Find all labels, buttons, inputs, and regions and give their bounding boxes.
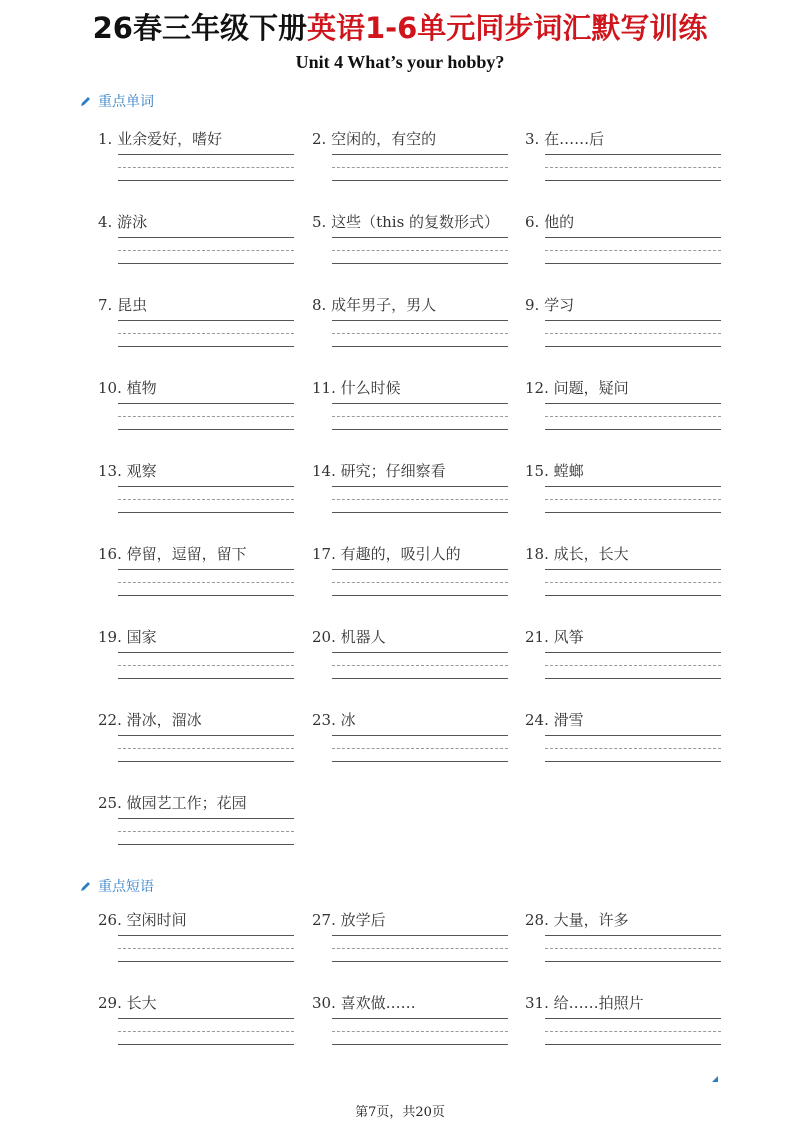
- word-item: [98, 460, 298, 540]
- item-label: [98, 792, 247, 813]
- item-number: 16.: [98, 545, 122, 563]
- item-meaning: 喜欢做……: [340, 994, 416, 1012]
- item-number: 25.: [98, 794, 122, 812]
- answer-line[interactable]: [118, 935, 294, 936]
- answer-line[interactable]: [332, 403, 508, 404]
- item-meaning: 螳螂: [553, 462, 584, 480]
- item-number: 27.: [312, 911, 336, 929]
- item-meaning: 游泳: [117, 213, 148, 231]
- answer-line[interactable]: [545, 333, 721, 334]
- item-meaning: 空闲时间: [126, 911, 187, 929]
- word-item: [98, 294, 298, 374]
- phrase-item: [312, 909, 512, 989]
- answer-line[interactable]: [118, 761, 294, 762]
- answer-line[interactable]: [332, 948, 508, 949]
- item-label: [312, 377, 401, 398]
- answer-line[interactable]: [118, 678, 294, 679]
- answer-line[interactable]: [118, 416, 294, 417]
- answer-line[interactable]: [118, 735, 294, 736]
- item-number: 4.: [98, 213, 113, 231]
- answer-line[interactable]: [545, 665, 721, 666]
- phrase-item: [98, 909, 298, 989]
- item-meaning: 国家: [126, 628, 157, 646]
- answer-line[interactable]: [545, 761, 721, 762]
- answer-line[interactable]: [332, 1044, 508, 1045]
- item-meaning: 他的: [544, 213, 575, 231]
- answer-line[interactable]: [545, 1044, 721, 1045]
- answer-line[interactable]: [545, 512, 721, 513]
- item-number: 15.: [525, 462, 549, 480]
- answer-line[interactable]: [118, 333, 294, 334]
- item-label: [525, 543, 629, 564]
- item-label: [525, 909, 629, 930]
- item-number: 22.: [98, 711, 122, 729]
- item-meaning: 冰: [340, 711, 356, 729]
- answer-line[interactable]: [545, 652, 721, 653]
- item-label: [312, 543, 461, 564]
- item-label: [98, 377, 157, 398]
- section-key-phrases: [80, 875, 154, 897]
- answer-line[interactable]: [545, 595, 721, 596]
- item-number: 31.: [525, 994, 549, 1012]
- answer-line[interactable]: [545, 320, 721, 321]
- answer-line[interactable]: [545, 499, 721, 500]
- item-label: [525, 992, 644, 1013]
- answer-line[interactable]: [332, 935, 508, 936]
- item-meaning: 停留，逗留，留下: [126, 545, 247, 563]
- item-label: [98, 211, 147, 232]
- item-meaning: 业余爱好，嗜好: [117, 130, 223, 148]
- answer-line[interactable]: [545, 748, 721, 749]
- item-meaning: 大量，许多: [553, 911, 629, 929]
- item-meaning: 学习: [544, 296, 575, 314]
- answer-line[interactable]: [118, 263, 294, 264]
- pencil-icon: [80, 880, 92, 892]
- word-item: [525, 543, 725, 623]
- item-label: [98, 543, 247, 564]
- answer-line[interactable]: [545, 735, 721, 736]
- item-number: 2.: [312, 130, 327, 148]
- answer-line[interactable]: [545, 948, 721, 949]
- item-meaning: 风筝: [553, 628, 584, 646]
- answer-line[interactable]: [545, 180, 721, 181]
- answer-line[interactable]: [545, 1018, 721, 1019]
- answer-line[interactable]: [332, 569, 508, 570]
- item-label: [525, 128, 604, 149]
- item-meaning: 成长，长大: [553, 545, 629, 563]
- item-number: 24.: [525, 711, 549, 729]
- answer-line[interactable]: [332, 416, 508, 417]
- title-topic: 英语1-6单元同步词汇默写训练: [306, 11, 708, 45]
- item-label: [525, 294, 574, 315]
- word-item: [312, 543, 512, 623]
- title-grade: 26春三年级下册: [92, 11, 307, 45]
- answer-line[interactable]: [545, 1031, 721, 1032]
- item-number: 21.: [525, 628, 549, 646]
- answer-line[interactable]: [118, 818, 294, 819]
- answer-line[interactable]: [118, 237, 294, 238]
- answer-line[interactable]: [332, 652, 508, 653]
- item-meaning: 成年男子，男人: [331, 296, 437, 314]
- answer-line[interactable]: [118, 844, 294, 845]
- item-number: 28.: [525, 911, 549, 929]
- answer-line[interactable]: [118, 1018, 294, 1019]
- item-number: 1.: [98, 130, 113, 148]
- item-number: 29.: [98, 994, 122, 1012]
- item-meaning: 滑雪: [553, 711, 584, 729]
- item-meaning: 做园艺工作；花园: [126, 794, 247, 812]
- answer-line[interactable]: [332, 961, 508, 962]
- answer-line[interactable]: [545, 678, 721, 679]
- word-item: [98, 709, 298, 789]
- page-number: 第7页，共20页: [355, 1105, 445, 1120]
- item-number: 19.: [98, 628, 122, 646]
- answer-line[interactable]: [332, 582, 508, 583]
- answer-line[interactable]: [118, 831, 294, 832]
- item-label: [312, 460, 446, 481]
- item-label: [98, 128, 222, 149]
- word-item: [98, 792, 298, 872]
- unit-subtitle: Unit 4 What’s your hobby?: [295, 52, 505, 72]
- item-number: 13.: [98, 462, 122, 480]
- answer-line[interactable]: [332, 180, 508, 181]
- answer-line[interactable]: [332, 1018, 508, 1019]
- answer-line[interactable]: [118, 1044, 294, 1045]
- word-item: [98, 211, 298, 291]
- item-label: [525, 709, 584, 730]
- item-meaning: 给……拍照片: [553, 994, 644, 1012]
- item-number: 5.: [312, 213, 327, 231]
- answer-line[interactable]: [332, 429, 508, 430]
- word-item: [312, 294, 512, 374]
- word-item: [525, 377, 725, 457]
- answer-line[interactable]: [332, 154, 508, 155]
- answer-line[interactable]: [118, 569, 294, 570]
- item-label: [98, 909, 187, 930]
- section-key-words: [80, 90, 154, 112]
- answer-line[interactable]: [545, 154, 721, 155]
- answer-line[interactable]: [118, 948, 294, 949]
- section-label: 重点短语: [98, 879, 154, 895]
- answer-line[interactable]: [545, 237, 721, 238]
- answer-line[interactable]: [332, 167, 508, 168]
- item-label: [98, 992, 157, 1013]
- answer-line[interactable]: [118, 499, 294, 500]
- answer-line[interactable]: [118, 665, 294, 666]
- answer-line[interactable]: [332, 1031, 508, 1032]
- item-number: 26.: [98, 911, 122, 929]
- word-item: [312, 460, 512, 540]
- item-number: 12.: [525, 379, 549, 397]
- answer-line[interactable]: [118, 582, 294, 583]
- answer-line[interactable]: [118, 748, 294, 749]
- item-meaning: 滑冰，溜冰: [126, 711, 202, 729]
- answer-line[interactable]: [545, 486, 721, 487]
- answer-line[interactable]: [545, 346, 721, 347]
- phrase-item: [525, 909, 725, 989]
- item-label: [98, 626, 157, 647]
- phrase-item: [98, 992, 298, 1072]
- answer-line[interactable]: [332, 333, 508, 334]
- answer-line[interactable]: [118, 320, 294, 321]
- item-number: 10.: [98, 379, 122, 397]
- phrase-item: [312, 992, 512, 1072]
- answer-line[interactable]: [332, 761, 508, 762]
- item-label: [312, 211, 499, 232]
- answer-line[interactable]: [332, 237, 508, 238]
- word-item: [98, 543, 298, 623]
- item-label: [312, 626, 386, 647]
- item-meaning: 问题，疑问: [553, 379, 629, 397]
- answer-line[interactable]: [332, 595, 508, 596]
- answer-line[interactable]: [118, 167, 294, 168]
- item-label: [98, 460, 157, 481]
- answer-line[interactable]: [545, 403, 721, 404]
- item-meaning: 有趣的，吸引人的: [340, 545, 461, 563]
- item-number: 23.: [312, 711, 336, 729]
- item-meaning: 放学后: [340, 911, 386, 929]
- item-label: [312, 709, 356, 730]
- answer-line[interactable]: [332, 678, 508, 679]
- item-number: 3.: [525, 130, 540, 148]
- item-number: 18.: [525, 545, 549, 563]
- answer-line[interactable]: [332, 263, 508, 264]
- item-label: [525, 460, 584, 481]
- answer-line[interactable]: [545, 250, 721, 251]
- answer-line[interactable]: [545, 167, 721, 168]
- answer-line[interactable]: [118, 486, 294, 487]
- answer-line[interactable]: [332, 320, 508, 321]
- word-item: [525, 626, 725, 706]
- answer-line[interactable]: [118, 250, 294, 251]
- phrase-item: [525, 992, 725, 1072]
- answer-line[interactable]: [118, 346, 294, 347]
- word-item: [312, 626, 512, 706]
- answer-line[interactable]: [118, 429, 294, 430]
- word-item: [312, 709, 512, 789]
- answer-line[interactable]: [118, 180, 294, 181]
- item-meaning: 植物: [126, 379, 157, 397]
- item-number: 11.: [312, 379, 336, 397]
- item-number: 14.: [312, 462, 336, 480]
- answer-line[interactable]: [545, 263, 721, 264]
- word-item: [525, 294, 725, 374]
- answer-line[interactable]: [332, 748, 508, 749]
- answer-line[interactable]: [118, 595, 294, 596]
- word-item: [525, 709, 725, 789]
- item-label: [312, 294, 436, 315]
- word-item: [98, 128, 298, 208]
- item-meaning: 观察: [126, 462, 157, 480]
- answer-line[interactable]: [118, 512, 294, 513]
- answer-line[interactable]: [545, 416, 721, 417]
- item-number: 20.: [312, 628, 336, 646]
- item-number: 8.: [312, 296, 327, 314]
- answer-line[interactable]: [332, 499, 508, 500]
- item-label: [312, 128, 436, 149]
- item-label: [525, 377, 629, 398]
- answer-line[interactable]: [332, 735, 508, 736]
- word-item: [525, 460, 725, 540]
- item-label: [98, 709, 202, 730]
- word-item: [312, 377, 512, 457]
- answer-line[interactable]: [332, 665, 508, 666]
- item-number: 9.: [525, 296, 540, 314]
- item-meaning: 长大: [126, 994, 157, 1012]
- answer-line[interactable]: [118, 961, 294, 962]
- section-label: 重点单词: [98, 94, 154, 110]
- item-label: [525, 211, 574, 232]
- item-label: [312, 909, 386, 930]
- item-meaning: 昆虫: [117, 296, 148, 314]
- answer-line[interactable]: [118, 1031, 294, 1032]
- answer-line[interactable]: [118, 154, 294, 155]
- corner-mark-icon: [712, 1076, 718, 1082]
- item-number: 7.: [98, 296, 113, 314]
- item-meaning: 什么时候: [340, 379, 401, 397]
- answer-line[interactable]: [545, 429, 721, 430]
- answer-line[interactable]: [332, 512, 508, 513]
- item-number: 30.: [312, 994, 336, 1012]
- pencil-icon: [80, 95, 92, 107]
- answer-line[interactable]: [332, 486, 508, 487]
- answer-line[interactable]: [545, 935, 721, 936]
- answer-line[interactable]: [118, 652, 294, 653]
- item-meaning: 空闲的，有空的: [331, 130, 437, 148]
- item-label: [312, 992, 416, 1013]
- page-title: [0, 6, 800, 47]
- word-item: [312, 128, 512, 208]
- answer-line[interactable]: [332, 250, 508, 251]
- item-meaning: 研究；仔细察看: [340, 462, 446, 480]
- item-meaning: 这些（this 的复数形式）: [331, 213, 500, 231]
- word-item: [98, 377, 298, 457]
- answer-line[interactable]: [545, 961, 721, 962]
- answer-line[interactable]: [332, 346, 508, 347]
- item-meaning: 在……后: [544, 130, 605, 148]
- answer-line[interactable]: [545, 569, 721, 570]
- answer-line[interactable]: [545, 582, 721, 583]
- item-label: [98, 294, 147, 315]
- word-item: [525, 128, 725, 208]
- answer-line[interactable]: [118, 403, 294, 404]
- word-item: [525, 211, 725, 291]
- word-item: [312, 211, 512, 291]
- word-item: [98, 626, 298, 706]
- item-meaning: 机器人: [340, 628, 386, 646]
- item-number: 6.: [525, 213, 540, 231]
- item-number: 17.: [312, 545, 336, 563]
- item-label: [525, 626, 584, 647]
